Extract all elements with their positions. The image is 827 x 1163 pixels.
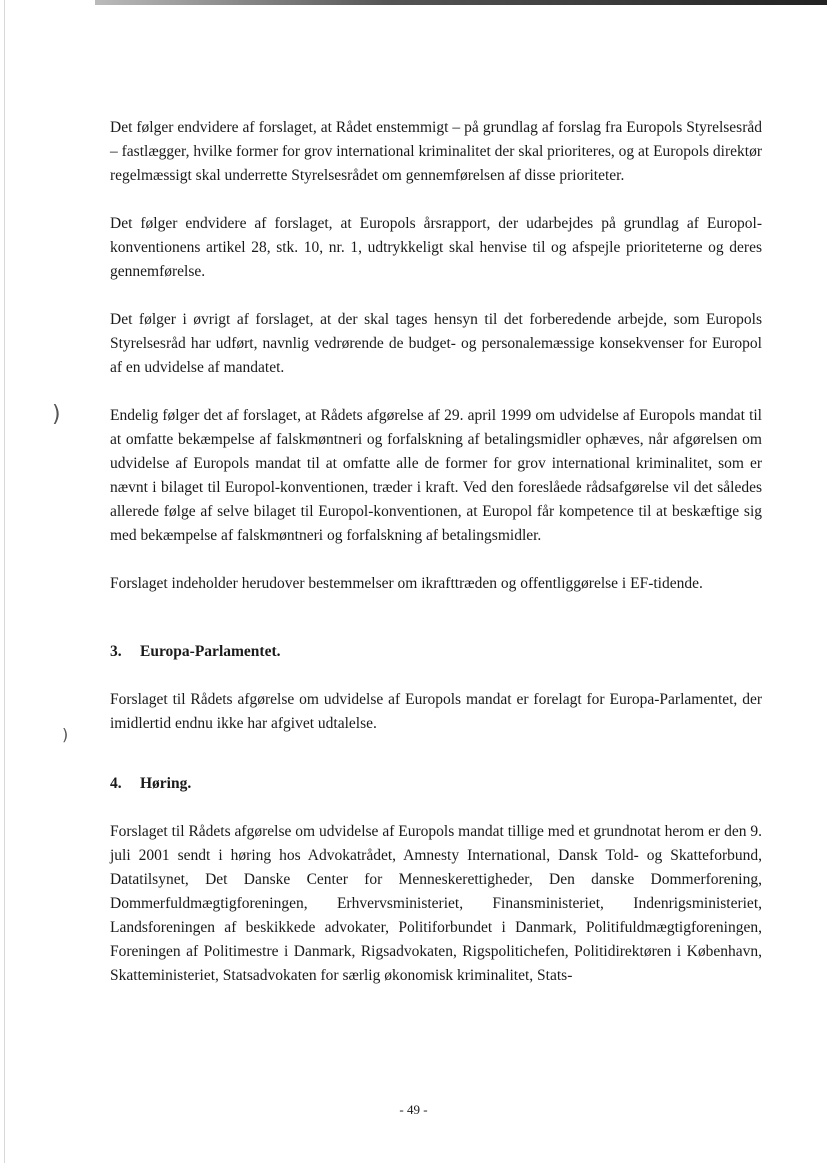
paragraph: Det følger endvidere af forslaget, at Rådet enstemmigt – på grundlag af forslag fra Europols Styrelsesråd – fastlægger, hvilke former for grov international kriminalitet der skal prioriteres, og at Europols direktør regelmæssigt skal underrette Styrelsesrådet om gennemførelsen af disse prioriteter. <box>110 119 762 184</box>
top-rule <box>95 0 827 5</box>
paragraph: Det følger endvidere af forslaget, at Europols årsrapport, der udarbejdes på grundlag af Europol-konventionens artikel 28, stk. 10, nr. 1, udtrykkeligt skal henvise til og afspejle prioriteterne og deres gennemførelse. <box>110 215 762 280</box>
paragraph: Endelig følger det af forslaget, at Rådets afgørelse af 29. april 1999 om udvidelse af Europols mandat til at omfatte bekæmpelse af falskmøntneri og forfalskning af betalingsmidler ophæves, når afgørelsen om udvidelse af Europols mandat til at omfatte alle de former for grov international kriminalitet, som er nævnt i bilaget til Europol-konventionen, træder i kraft. Ved den foreslåede rådsafgørelse vil det således allerede følge af selve bilaget til Europol-konventionen, at Europol får kompetence til at beskæftige sig med bekæmpelse af falskmøntneri og forfalskning af betalingsmidler. <box>110 407 762 544</box>
scan-edge <box>4 0 5 1163</box>
section-number: 3. <box>110 643 122 660</box>
section-heading-3 <box>110 640 762 664</box>
section-title: Europa-Parlamentet. <box>140 643 281 660</box>
punch-hole-mark: ) <box>62 725 69 744</box>
punch-hole-mark: ) <box>52 402 61 427</box>
section-heading-4 <box>110 772 762 796</box>
paragraph: Det følger i øvrigt af forslaget, at der skal tages hensyn til det forberedende arbejde, som Europols Styrelsesråd har udført, navnlig vedrørende de budget- og personalemæssige konsekvenser for Europol af en udvidelse af mandatet. <box>110 311 762 376</box>
document-body <box>110 116 762 1012</box>
page-number: - 49 - <box>399 1102 428 1117</box>
section-title: Høring. <box>140 775 192 792</box>
section-number: 4. <box>110 775 122 792</box>
paragraph: Forslaget til Rådets afgørelse om udvidelse af Europols mandat er forelagt for Europa-Parlamentet, der imidlertid endnu ikke har afgivet udtalelse. <box>110 691 762 732</box>
paragraph: Forslaget til Rådets afgørelse om udvidelse af Europols mandat tillige med et grundnotat herom er den 9. juli 2001 sendt i høring hos Advokatrådet, Amnesty International, Dansk Told- og Skatteforbund, Datatilsynet, Det Danske Center for Menneskerettigheder, Den danske Dommerforening, Dommerfuldmægtigforeningen, Erhvervsministeriet, Finansministeriet, Indenrigsministeriet, Landsforeningen af beskikkede advokater, Politiforbundet i Danmark, Politifuldmægtigforeningen, Foreningen af Politimestre i Danmark, Rigsadvokaten, Rigspolitichefen, Politidirektøren i København, Skatteministeriet, Statsadvokaten for særlig økonomisk kriminalitet, Stats- <box>110 823 762 984</box>
paragraph: Forslaget indeholder herudover bestemmelser om ikrafttræden og offentliggørelse i EF-tidende. <box>110 575 703 592</box>
